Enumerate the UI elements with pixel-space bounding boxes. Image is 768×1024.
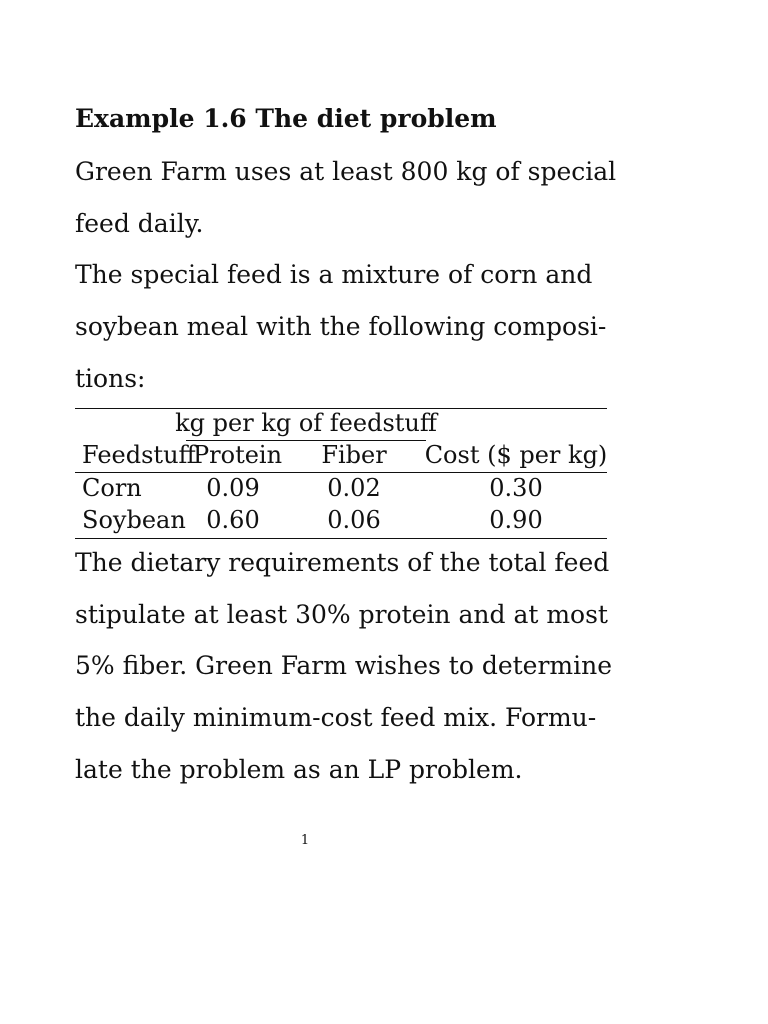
closing-line-3: 5% fiber. Green Farm wishes to determine	[75, 651, 613, 680]
row-feedstuff: Corn	[82, 474, 142, 502]
group-header: kg per kg of feedstuff	[175, 409, 437, 437]
header-feedstuff: Feedstuff	[82, 441, 196, 469]
intro-line-5: tions:	[75, 364, 146, 393]
closing-line-2: stipulate at least 30% protein and at most	[75, 600, 608, 629]
row-feedstuff: Soybean	[82, 506, 186, 534]
closing-line-5: late the problem as an LP problem.	[75, 755, 523, 784]
page-number: 1	[300, 833, 310, 848]
closing-line-4: the daily minimum-cost feed mix. Formu-	[75, 703, 597, 732]
closing-line-1: The dietary requirements of the total feed	[75, 548, 610, 577]
intro-line-4: soybean meal with the following composi-	[75, 312, 607, 341]
header-bottom-rule	[75, 472, 607, 473]
row-cost: 0.30	[489, 474, 543, 502]
row-fiber: 0.06	[327, 506, 381, 534]
row-fiber: 0.02	[327, 474, 381, 502]
intro-line-3: The special feed is a mixture of corn and	[75, 260, 593, 289]
row-protein: 0.09	[206, 474, 260, 502]
table-bottom-rule	[75, 538, 607, 539]
row-protein: 0.60	[206, 506, 260, 534]
header-protein: Protein	[193, 441, 283, 469]
row-cost: 0.90	[489, 506, 543, 534]
intro-line-1: Green Farm uses at least 800 kg of special	[75, 157, 617, 186]
header-fiber: Fiber	[321, 441, 387, 469]
example-heading: Example 1.6 The diet problem	[75, 104, 497, 133]
header-cost: Cost ($ per kg)	[424, 441, 608, 469]
intro-line-2: feed daily.	[75, 209, 204, 238]
